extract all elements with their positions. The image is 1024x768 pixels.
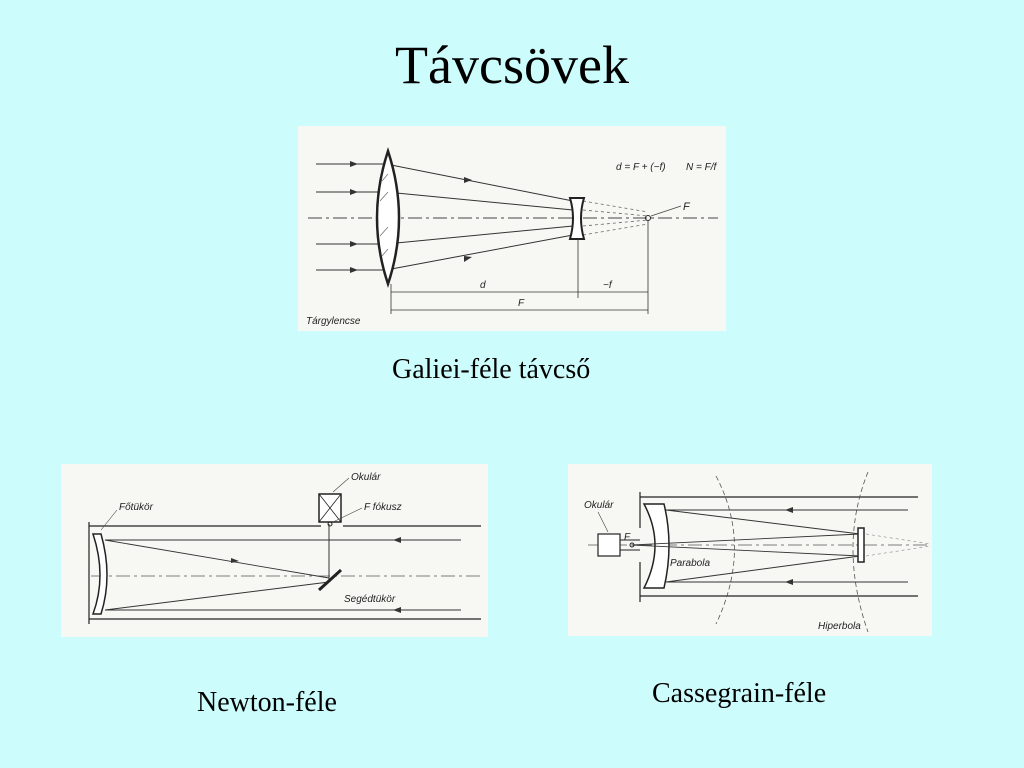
secondary-mirror <box>319 570 341 590</box>
objective-lens <box>377 151 399 284</box>
cassegrain-rays <box>632 510 908 582</box>
parabola-label: Parabola <box>670 558 711 569</box>
newton-tube <box>89 522 481 624</box>
focus-label: F <box>683 201 690 213</box>
newton-diagram-svg <box>61 464 488 637</box>
cassegrain-focus-label: F <box>624 532 631 543</box>
hyperbola-label: Hiperbola <box>818 621 861 632</box>
slide-title: Távcsövek <box>395 35 629 95</box>
magnification-formula-label: N = F/f <box>686 162 717 173</box>
newton-diagram <box>61 464 488 637</box>
secondary-hyperbolic-mirror <box>858 528 864 562</box>
newton-caption: Newton-féle <box>197 687 337 718</box>
distance-neg-f-label: −f <box>603 280 612 291</box>
eyepiece-lens <box>570 198 584 239</box>
distance-big-f-label: F <box>518 298 525 309</box>
newton-rays <box>105 524 461 610</box>
galilei-diagram <box>298 126 726 331</box>
secondary-mirror-label: Segédtükör <box>344 594 396 605</box>
cassegrain-eyepiece <box>598 534 620 556</box>
formula-label: d = F + (−f) <box>616 162 666 173</box>
distance-d-label: d <box>480 280 486 291</box>
cassegrain-ray-arrows <box>785 507 793 585</box>
focus-leader <box>651 206 681 216</box>
main-mirror-label: Főtükör <box>119 502 153 513</box>
cassegrain-eyepiece-label: Okulár <box>584 500 614 511</box>
incoming-rays <box>316 164 573 270</box>
galilei-caption: Galiei-féle távcső <box>392 354 591 385</box>
cassegrain-caption: Cassegrain-féle <box>652 678 827 709</box>
newton-eyepiece-label: Okulár <box>351 472 381 483</box>
main-mirror <box>93 534 107 614</box>
cassegrain-diagram <box>568 464 932 636</box>
newton-focus-label: F fókusz <box>364 502 402 513</box>
cassegrain-diagram-svg <box>568 464 932 636</box>
objective-label: Tárgylencse <box>306 316 361 327</box>
galilei-diagram-svg <box>298 126 726 331</box>
